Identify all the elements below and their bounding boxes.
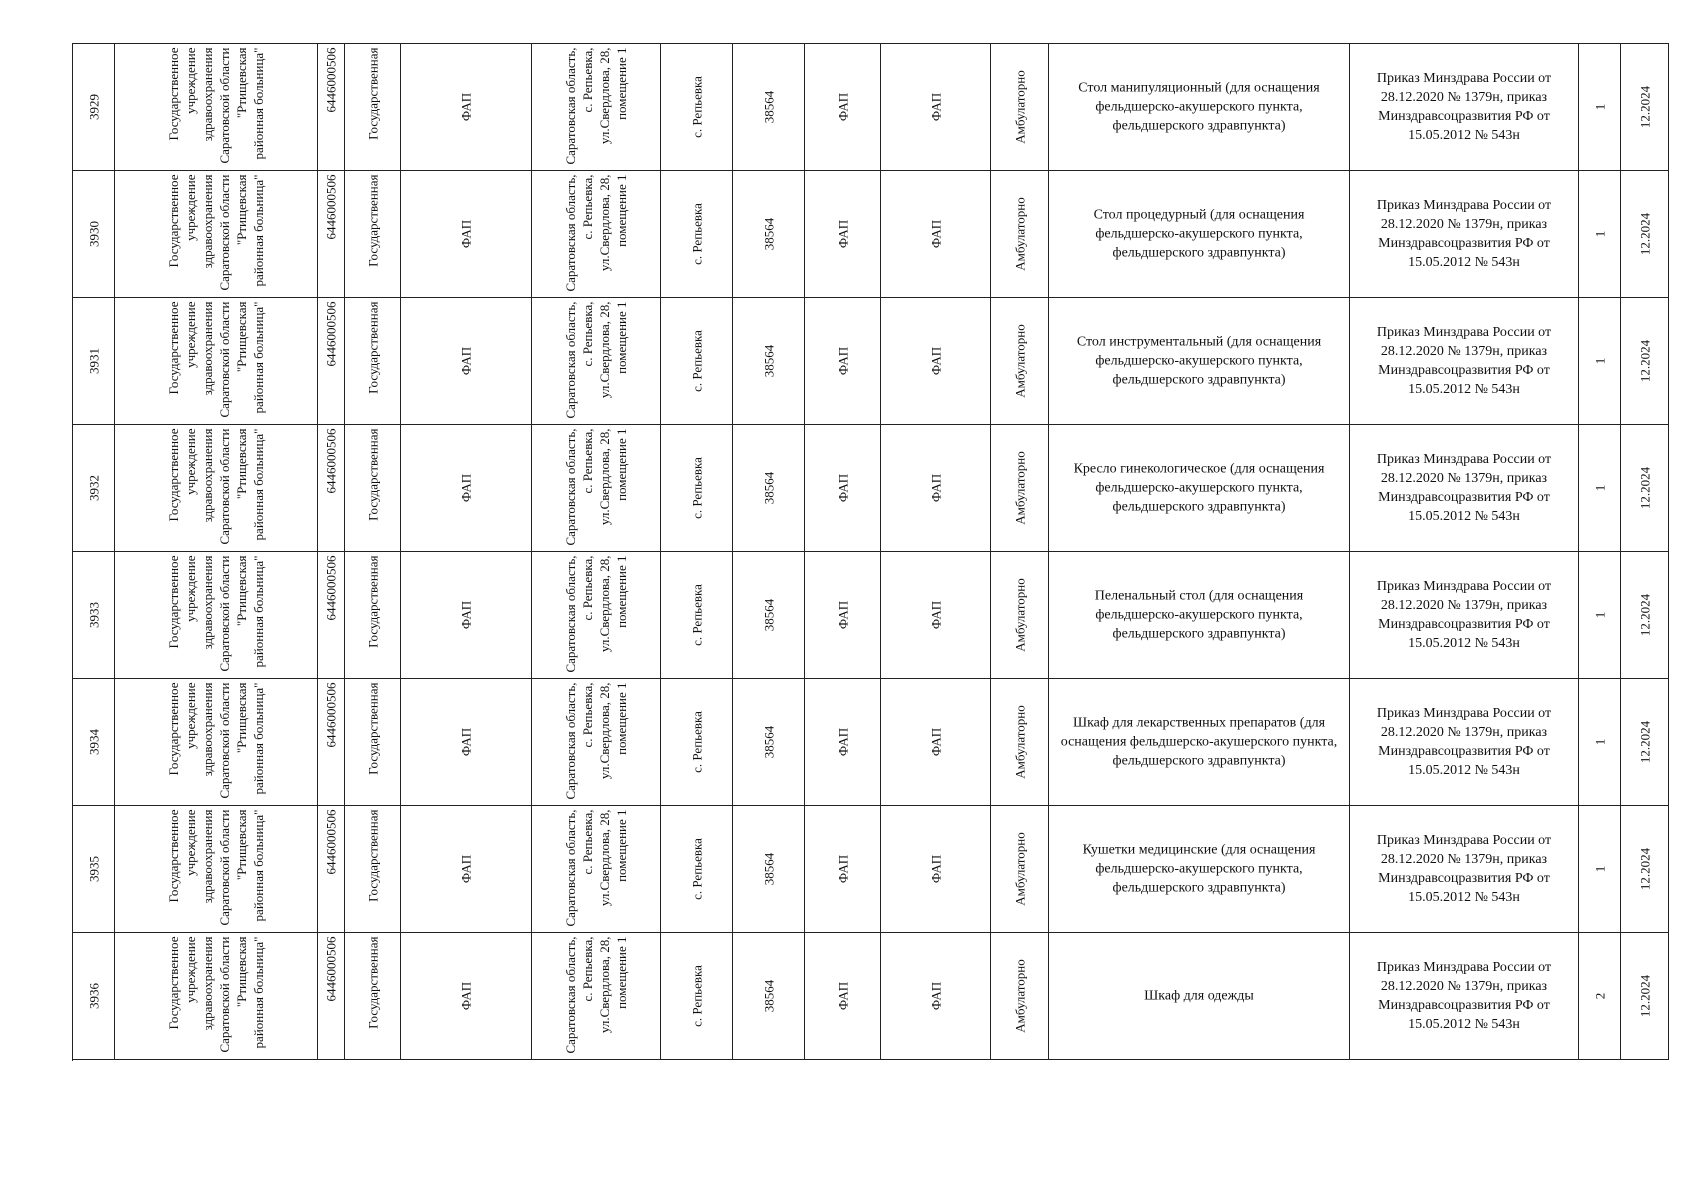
quantity-text: 1 xyxy=(1592,484,1607,492)
facility-type-cell xyxy=(805,806,881,933)
equipment-text: Кресло гинекологическое (для оснащения фельдшерско-акушерского пункта, фельдшерского здравпункта) xyxy=(1073,461,1325,515)
record-number-text: 3935 xyxy=(86,856,101,882)
unit-type-text: ФАП xyxy=(458,981,474,1011)
unit-type-cell xyxy=(401,679,532,806)
deadline-text: 12.2024 xyxy=(1637,974,1652,1018)
address-cell xyxy=(532,552,661,679)
table-row xyxy=(73,679,1669,806)
legal-basis-cell xyxy=(1350,679,1579,806)
oktmo-code-text: 38564 xyxy=(761,852,776,886)
facility-subtype-cell xyxy=(881,171,991,298)
ownership-cell xyxy=(345,806,401,933)
locality-cell xyxy=(661,171,733,298)
quantity-text: 1 xyxy=(1592,611,1607,619)
facility-type-cell xyxy=(805,298,881,425)
record-number-cell xyxy=(73,44,115,171)
deadline-cell xyxy=(1621,171,1669,298)
facility-subtype-cell xyxy=(881,933,991,1060)
deadline-cell xyxy=(1621,44,1669,171)
facility-subtype-text: ФАП xyxy=(928,473,943,503)
deadline-cell xyxy=(1621,933,1669,1060)
record-number-text: 3933 xyxy=(86,602,101,628)
inn-cell xyxy=(318,298,345,425)
unit-type-text: ФАП xyxy=(458,219,474,249)
care-condition-text: Амбулаторно xyxy=(1012,324,1027,398)
deadline-cell xyxy=(1621,298,1669,425)
record-number-text: 3932 xyxy=(86,475,101,501)
legal-basis-cell xyxy=(1350,171,1579,298)
equipment-cell xyxy=(1049,171,1350,298)
inn-text: 6446000506 xyxy=(323,555,339,621)
care-condition-cell xyxy=(991,806,1049,933)
facility-subtype-cell xyxy=(881,806,991,933)
unit-type-text: ФАП xyxy=(458,473,474,503)
deadline-cell xyxy=(1621,552,1669,679)
facility-subtype-cell xyxy=(881,425,991,552)
record-number-cell xyxy=(73,171,115,298)
locality-text: с. Репьевка xyxy=(689,965,704,1027)
ownership-text: Государственная xyxy=(365,555,380,648)
care-condition-text: Амбулаторно xyxy=(1012,959,1027,1033)
locality-cell xyxy=(661,679,733,806)
oktmo-code-text: 38564 xyxy=(761,217,776,251)
care-condition-cell xyxy=(991,679,1049,806)
locality-text: с. Репьевка xyxy=(689,330,704,392)
oktmo-code-text: 38564 xyxy=(761,471,776,505)
table-row xyxy=(73,44,1669,171)
quantity-cell xyxy=(1579,44,1621,171)
deadline-text: 12.2024 xyxy=(1637,339,1652,383)
quantity-cell xyxy=(1579,806,1621,933)
organization-text: Государственное учреждение здравоохранения Саратовской области "Ртищевская районная больница" xyxy=(166,936,266,1053)
legal-basis-text: Приказ Минздрава России от 28.12.2020 № 1379н, приказ Минздравсоцразвития РФ от 15.05.2012 № 543н xyxy=(1376,198,1552,270)
locality-text: с. Репьевка xyxy=(689,203,704,265)
locality-text: с. Репьевка xyxy=(689,838,704,900)
deadline-text: 12.2024 xyxy=(1637,720,1652,764)
facility-subtype-cell xyxy=(881,44,991,171)
address-text: Саратовская область, с. Репьевка, ул.Свердлова, 28, помещение 1 xyxy=(563,936,629,1054)
facility-type-text: ФАП xyxy=(835,219,850,249)
locality-cell xyxy=(661,806,733,933)
inn-cell xyxy=(318,806,345,933)
address-cell xyxy=(532,679,661,806)
deadline-cell xyxy=(1621,679,1669,806)
inn-cell xyxy=(318,679,345,806)
address-text: Саратовская область, с. Репьевка, ул.Свердлова, 28, помещение 1 xyxy=(563,301,629,419)
ownership-text: Государственная xyxy=(365,936,380,1029)
equipment-cell xyxy=(1049,425,1350,552)
facility-type-text: ФАП xyxy=(835,92,850,122)
address-text: Саратовская область, с. Репьевка, ул.Свердлова, 28, помещение 1 xyxy=(563,809,629,927)
deadline-cell xyxy=(1621,806,1669,933)
deadline-text: 12.2024 xyxy=(1637,466,1652,510)
deadline-text: 12.2024 xyxy=(1637,85,1652,129)
quantity-cell xyxy=(1579,425,1621,552)
organization-cell xyxy=(115,806,318,933)
locality-cell xyxy=(661,552,733,679)
facility-subtype-text: ФАП xyxy=(928,727,943,757)
locality-cell xyxy=(661,298,733,425)
legal-basis-cell xyxy=(1350,552,1579,679)
facility-type-cell xyxy=(805,552,881,679)
organization-text: Государственное учреждение здравоохранения Саратовской области "Ртищевская районная больница" xyxy=(166,809,266,926)
locality-text: с. Репьевка xyxy=(689,584,704,646)
record-number-cell xyxy=(73,806,115,933)
facility-type-text: ФАП xyxy=(835,346,850,376)
address-text: Саратовская область, с. Репьевка, ул.Свердлова, 28, помещение 1 xyxy=(563,428,629,546)
equipment-cell xyxy=(1049,679,1350,806)
care-condition-cell xyxy=(991,44,1049,171)
care-condition-text: Амбулаторно xyxy=(1012,705,1027,779)
record-number-text: 3936 xyxy=(86,983,101,1009)
oktmo-code-text: 38564 xyxy=(761,598,776,632)
equipment-cell xyxy=(1049,806,1350,933)
locality-text: с. Репьевка xyxy=(689,76,704,138)
locality-cell xyxy=(661,933,733,1060)
inn-cell xyxy=(318,933,345,1060)
oktmo-code-cell xyxy=(733,552,805,679)
legal-basis-cell xyxy=(1350,44,1579,171)
facility-subtype-cell xyxy=(881,679,991,806)
care-condition-text: Амбулаторно xyxy=(1012,197,1027,271)
legal-basis-text: Приказ Минздрава России от 28.12.2020 № 1379н, приказ Минздравсоцразвития РФ от 15.05.2012 № 543н xyxy=(1376,833,1552,905)
address-cell xyxy=(532,425,661,552)
equipment-text: Стол процедурный (для оснащения фельдшерско-акушерского пункта, фельдшерского здравпункта) xyxy=(1093,207,1305,261)
facility-type-cell xyxy=(805,425,881,552)
equipment-cell xyxy=(1049,44,1350,171)
ownership-cell xyxy=(345,933,401,1060)
inn-text: 6446000506 xyxy=(323,809,339,875)
quantity-cell xyxy=(1579,171,1621,298)
facility-type-text: ФАП xyxy=(835,473,850,503)
record-number-text: 3931 xyxy=(86,348,101,374)
care-condition-text: Амбулаторно xyxy=(1012,451,1027,525)
oktmo-code-cell xyxy=(733,806,805,933)
record-number-cell xyxy=(73,552,115,679)
organization-cell xyxy=(115,933,318,1060)
ownership-text: Государственная xyxy=(365,809,380,902)
organization-cell xyxy=(115,552,318,679)
oktmo-code-cell xyxy=(733,933,805,1060)
organization-text: Государственное учреждение здравоохранения Саратовской области "Ртищевская районная больница" xyxy=(166,174,266,291)
care-condition-text: Амбулаторно xyxy=(1012,578,1027,652)
organization-cell xyxy=(115,298,318,425)
oktmo-code-text: 38564 xyxy=(761,979,776,1013)
record-number-text: 3929 xyxy=(86,94,101,120)
facility-subtype-text: ФАП xyxy=(928,981,943,1011)
quantity-text: 1 xyxy=(1592,357,1607,365)
oktmo-code-text: 38564 xyxy=(761,344,776,378)
table-row xyxy=(73,298,1669,425)
address-cell xyxy=(532,44,661,171)
facility-subtype-text: ФАП xyxy=(928,219,943,249)
organization-text: Государственное учреждение здравоохранения Саратовской области "Ртищевская районная больница" xyxy=(166,428,266,545)
legal-basis-text: Приказ Минздрава России от 28.12.2020 № 1379н, приказ Минздравсоцразвития РФ от 15.05.2012 № 543н xyxy=(1376,706,1552,778)
oktmo-code-cell xyxy=(733,425,805,552)
facility-subtype-text: ФАП xyxy=(928,854,943,884)
legal-basis-text: Приказ Минздрава России от 28.12.2020 № 1379н, приказ Минздравсоцразвития РФ от 15.05.2012 № 543н xyxy=(1376,960,1552,1032)
registry-table xyxy=(72,43,1669,1061)
equipment-text: Шкаф для лекарственных препаратов (для оснащения фельдшерско-акушерского пункта, фельдшерского здравпункта) xyxy=(1060,715,1338,769)
locality-cell xyxy=(661,44,733,171)
facility-type-text: ФАП xyxy=(835,981,850,1011)
oktmo-code-cell xyxy=(733,44,805,171)
facility-subtype-cell xyxy=(881,552,991,679)
unit-type-cell xyxy=(401,806,532,933)
unit-type-cell xyxy=(401,552,532,679)
inn-text: 6446000506 xyxy=(323,301,339,367)
legal-basis-text: Приказ Минздрава России от 28.12.2020 № 1379н, приказ Минздравсоцразвития РФ от 15.05.2012 № 543н xyxy=(1376,325,1552,397)
legal-basis-text: Приказ Минздрава России от 28.12.2020 № 1379н, приказ Минздравсоцразвития РФ от 15.05.2012 № 543н xyxy=(1376,71,1552,143)
record-number-cell xyxy=(73,425,115,552)
facility-subtype-cell xyxy=(881,298,991,425)
legal-basis-cell xyxy=(1350,933,1579,1060)
quantity-text: 2 xyxy=(1592,992,1607,1000)
record-number-cell xyxy=(73,298,115,425)
care-condition-cell xyxy=(991,171,1049,298)
inn-text: 6446000506 xyxy=(323,47,339,113)
quantity-text: 1 xyxy=(1592,738,1607,746)
address-cell xyxy=(532,171,661,298)
facility-type-cell xyxy=(805,171,881,298)
oktmo-code-text: 38564 xyxy=(761,725,776,759)
inn-text: 6446000506 xyxy=(323,174,339,240)
record-number-text: 3934 xyxy=(86,729,101,755)
table-row xyxy=(73,171,1669,298)
ownership-text: Государственная xyxy=(365,174,380,267)
address-cell xyxy=(532,933,661,1060)
quantity-cell xyxy=(1579,298,1621,425)
organization-cell xyxy=(115,425,318,552)
oktmo-code-cell xyxy=(733,171,805,298)
oktmo-code-cell xyxy=(733,679,805,806)
table-row xyxy=(73,552,1669,679)
deadline-text: 12.2024 xyxy=(1637,212,1652,256)
facility-type-text: ФАП xyxy=(835,854,850,884)
legal-basis-text: Приказ Минздрава России от 28.12.2020 № 1379н, приказ Минздравсоцразвития РФ от 15.05.2012 № 543н xyxy=(1376,579,1552,651)
equipment-cell xyxy=(1049,298,1350,425)
organization-text: Государственное учреждение здравоохранения Саратовской области "Ртищевская районная больница" xyxy=(166,682,266,799)
deadline-text: 12.2024 xyxy=(1637,593,1652,637)
locality-cell xyxy=(661,425,733,552)
equipment-cell xyxy=(1049,933,1350,1060)
quantity-text: 1 xyxy=(1592,230,1607,238)
unit-type-cell xyxy=(401,44,532,171)
ownership-cell xyxy=(345,552,401,679)
locality-text: с. Репьевка xyxy=(689,457,704,519)
facility-type-text: ФАП xyxy=(835,727,850,757)
organization-cell xyxy=(115,679,318,806)
inn-text: 6446000506 xyxy=(323,682,339,748)
ownership-text: Государственная xyxy=(365,428,380,521)
care-condition-cell xyxy=(991,425,1049,552)
inn-cell xyxy=(318,171,345,298)
legal-basis-cell xyxy=(1350,298,1579,425)
unit-type-cell xyxy=(401,298,532,425)
record-number-text: 3930 xyxy=(86,221,101,247)
table-row xyxy=(73,933,1669,1060)
equipment-text: Шкаф для одежды xyxy=(1144,988,1254,1004)
ownership-text: Государственная xyxy=(365,47,380,140)
legal-basis-text: Приказ Минздрава России от 28.12.2020 № 1379н, приказ Минздравсоцразвития РФ от 15.05.2012 № 543н xyxy=(1376,452,1552,524)
facility-subtype-text: ФАП xyxy=(928,600,943,630)
legal-basis-cell xyxy=(1350,806,1579,933)
record-number-cell xyxy=(73,933,115,1060)
ownership-text: Государственная xyxy=(365,301,380,394)
equipment-text: Стол инструментальный (для оснащения фельдшерско-акушерского пункта, фельдшерского здравпункта) xyxy=(1076,334,1322,388)
unit-type-text: ФАП xyxy=(458,854,474,884)
quantity-cell xyxy=(1579,552,1621,679)
care-condition-cell xyxy=(991,933,1049,1060)
ownership-text: Государственная xyxy=(365,682,380,775)
ownership-cell xyxy=(345,425,401,552)
unit-type-cell xyxy=(401,171,532,298)
address-text: Саратовская область, с. Репьевка, ул.Свердлова, 28, помещение 1 xyxy=(563,555,629,673)
unit-type-cell xyxy=(401,933,532,1060)
unit-type-text: ФАП xyxy=(458,346,474,376)
organization-text: Государственное учреждение здравоохранения Саратовской области "Ртищевская районная больница" xyxy=(166,555,266,672)
inn-cell xyxy=(318,44,345,171)
inn-cell xyxy=(318,552,345,679)
inn-text: 6446000506 xyxy=(323,936,339,1002)
quantity-cell xyxy=(1579,933,1621,1060)
record-number-cell xyxy=(73,679,115,806)
deadline-cell xyxy=(1621,425,1669,552)
deadline-text: 12.2024 xyxy=(1637,847,1652,891)
inn-cell xyxy=(318,425,345,552)
equipment-cell xyxy=(1049,552,1350,679)
equipment-text: Пеленальный стол (для оснащения фельдшерско-акушерского пункта, фельдшерского здравпункта) xyxy=(1094,588,1304,642)
legal-basis-cell xyxy=(1350,425,1579,552)
ownership-cell xyxy=(345,44,401,171)
unit-type-text: ФАП xyxy=(458,600,474,630)
address-text: Саратовская область, с. Репьевка, ул.Свердлова, 28, помещение 1 xyxy=(563,682,629,800)
ownership-cell xyxy=(345,298,401,425)
quantity-text: 1 xyxy=(1592,103,1607,111)
oktmo-code-text: 38564 xyxy=(761,90,776,124)
facility-subtype-text: ФАП xyxy=(928,346,943,376)
care-condition-text: Амбулаторно xyxy=(1012,70,1027,144)
address-text: Саратовская область, с. Репьевка, ул.Свердлова, 28, помещение 1 xyxy=(563,47,629,165)
organization-text: Государственное учреждение здравоохранения Саратовской области "Ртищевская районная больница" xyxy=(166,301,266,418)
organization-cell xyxy=(115,44,318,171)
ownership-cell xyxy=(345,679,401,806)
equipment-text: Кушетки медицинские (для оснащения фельдшерско-акушерского пункта, фельдшерского здравпункта) xyxy=(1082,842,1316,896)
organization-text: Государственное учреждение здравоохранения Саратовской области "Ртищевская районная больница" xyxy=(166,47,266,164)
quantity-text: 1 xyxy=(1592,865,1607,873)
oktmo-code-cell xyxy=(733,298,805,425)
facility-type-cell xyxy=(805,933,881,1060)
address-cell xyxy=(532,298,661,425)
facility-type-text: ФАП xyxy=(835,600,850,630)
organization-cell xyxy=(115,171,318,298)
facility-type-cell xyxy=(805,679,881,806)
unit-type-text: ФАП xyxy=(458,727,474,757)
ownership-cell xyxy=(345,171,401,298)
unit-type-cell xyxy=(401,425,532,552)
locality-text: с. Репьевка xyxy=(689,711,704,773)
care-condition-cell xyxy=(991,298,1049,425)
address-cell xyxy=(532,806,661,933)
equipment-text: Стол манипуляционный (для оснащения фельдшерско-акушерского пункта, фельдшерского здравпункта) xyxy=(1078,80,1320,134)
care-condition-cell xyxy=(991,552,1049,679)
facility-subtype-text: ФАП xyxy=(928,92,943,122)
address-text: Саратовская область, с. Репьевка, ул.Свердлова, 28, помещение 1 xyxy=(563,174,629,292)
table-row xyxy=(73,806,1669,933)
care-condition-text: Амбулаторно xyxy=(1012,832,1027,906)
unit-type-text: ФАП xyxy=(458,92,474,122)
facility-type-cell xyxy=(805,44,881,171)
inn-text: 6446000506 xyxy=(323,428,339,494)
table-row xyxy=(73,425,1669,552)
quantity-cell xyxy=(1579,679,1621,806)
